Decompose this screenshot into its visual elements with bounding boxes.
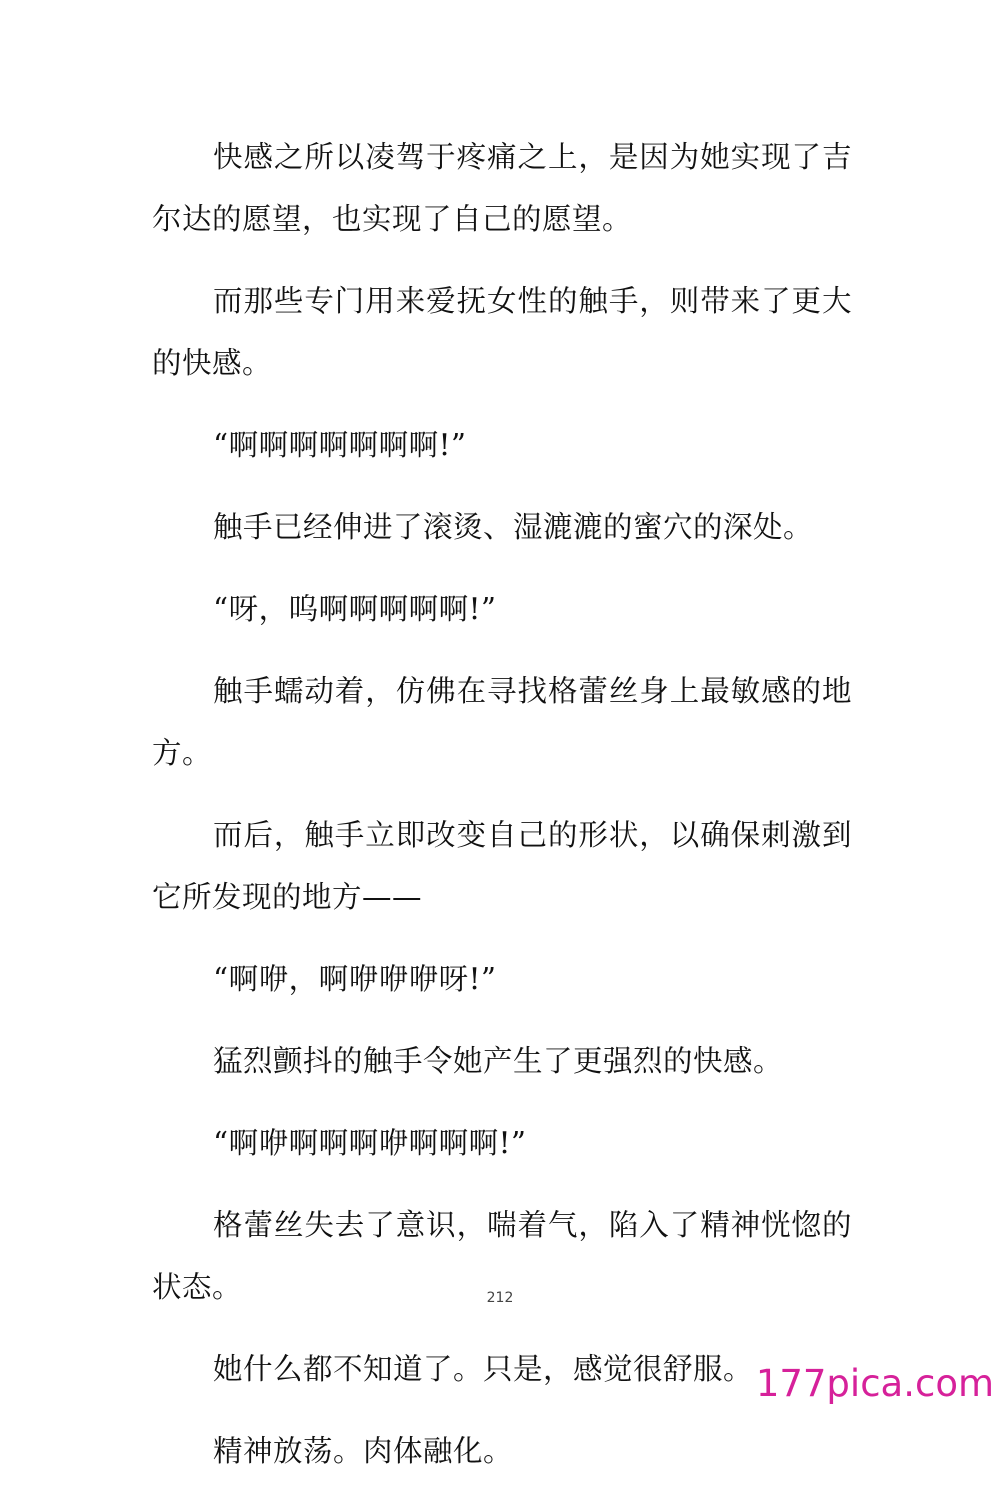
paragraph-10: “啊咿啊啊啊咿啊啊啊!”	[213, 1126, 527, 1160]
paragraph-13: 精神放荡。肉体融化。	[213, 1434, 514, 1468]
paragraph-2: 而那些专门用来爱抚女性的触手，则带来了更大的快感。	[152, 284, 852, 380]
paragraph-12: 她什么都不知道了。只是，感觉很舒服。	[213, 1352, 754, 1386]
paragraph-3: “啊啊啊啊啊啊啊!”	[213, 428, 467, 462]
paragraph-6: 触手蠕动着，仿佛在寻找格蕾丝身上最敏感的地方。	[152, 674, 852, 770]
page-number: 212	[486, 1290, 514, 1306]
paragraph-11: 格蕾丝失去了意识，喘着气，陷入了精神恍惚的状态。	[152, 1208, 852, 1304]
paragraph-7: 而后，触手立即改变自己的形状，以确保刺激到它所发现的地方——	[152, 818, 852, 914]
paragraph-8: “啊咿，啊咿咿咿呀!”	[213, 962, 497, 996]
paragraph-4: 触手已经伸进了滚烫、湿漉漉的蜜穴的深处。	[213, 510, 814, 544]
paragraph-5: “呀，呜啊啊啊啊啊!”	[213, 592, 497, 626]
paragraph-9: 猛烈颤抖的触手令她产生了更强烈的快感。	[213, 1044, 784, 1078]
site-watermark: 177pica.com	[755, 1362, 994, 1405]
paragraph-1: 快感之所以凌驾于疼痛之上，是因为她实现了吉尔达的愿望，也实现了自己的愿望。	[152, 140, 852, 236]
